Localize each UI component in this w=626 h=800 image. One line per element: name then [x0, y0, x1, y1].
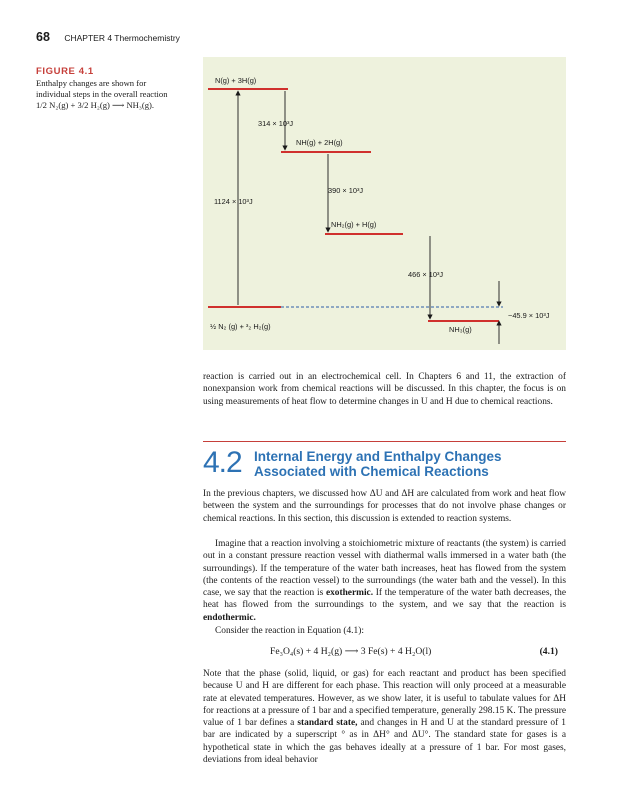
- level-product-label: NH₃(g): [449, 325, 472, 334]
- section-title: [254, 449, 574, 479]
- figure-caption: [36, 66, 196, 111]
- para5-text-c: and changes in H and U at the standard pressure of 1 bar are indicated by a superscript ° as in ΔH° and ΔU°. The standard state for gases is a hypothetical state in which the gas behaves ideally at a pressure of 1 bar. For most gases, deviations from ideal behavior: [203, 718, 566, 766]
- para3-text-a: Imagine that a reaction involving a stoichiometric mixture of reactants (the system) is carried out in a constant pressure reaction vessel with diathermal walls immersed in a water bath (the surroundings). If the temperature of the water bath increases, heat has flowed from the system (the contents of the reaction vessel) to the surroundings (the water bath and the vessel). In this case, we say that the reaction is: [203, 539, 566, 599]
- equation-text: Fe₃O₄(s) + 4 H₂(g) ⟶ 3 Fe(s) + 4 H₂O(l): [270, 646, 432, 657]
- page-header: [36, 28, 180, 46]
- label-459: −45.9 × 10³J: [508, 311, 550, 320]
- term-exothermic: exothermic.: [325, 588, 374, 599]
- caption-line-3: 1/2 N₂(g) + 3/2 H₂(g) ⟶ NH₃(g).: [36, 100, 155, 110]
- paragraph-exo-endo: [203, 538, 566, 624]
- figure-label: FIGURE 4.1: [36, 66, 94, 77]
- paragraph-consider: Consider the reaction in Equation (4.1):: [215, 626, 364, 636]
- page-number: 68: [36, 30, 50, 44]
- section-number: 4.2: [203, 446, 242, 479]
- chapter-title: CHAPTER 4 Thermochemistry: [64, 33, 180, 43]
- section-rule: [203, 441, 566, 442]
- section-title-line-2: Associated with Chemical Reactions: [254, 464, 489, 479]
- label-1124: 1124 × 10³J: [214, 197, 253, 206]
- level-top-label: N(g) + 3H(g): [215, 76, 257, 85]
- level-third-label: NH₂(g) + H(g): [331, 220, 377, 229]
- paragraph-section-intro: In the previous chapters, we discussed how ΔU and ΔH are calculated from work and heat flow between the system and the surroundings for processes that do not involve phase changes or chemical reactions. In this section, this discussion is extended to reaction systems.: [203, 489, 566, 524]
- paragraph-standard-state: [203, 668, 566, 766]
- term-standard-state: standard state,: [297, 718, 358, 729]
- para5-text-a: Note that the phase (solid, liquid, or gas) for each reactant and product has been specified because U and H are different for each phase. This reaction will only proceed at a measurable rate at elevated temperatures. However, as we show later, it is useful to tabulate values for ΔH for reactions at a pressure of 1 bar and a specified temperature, generally 298.15 K. The pressure value of 1 bar defines a: [203, 669, 566, 729]
- caption-line-1: Enthalpy changes are shown for: [36, 78, 147, 88]
- section-title-line-1: Internal Energy and Enthalpy Changes: [254, 449, 502, 464]
- label-314: 314 × 10³J: [258, 119, 294, 128]
- level-reactants-label: ½ N₂ (g) + ³₂ H₂(g): [210, 322, 271, 331]
- label-466: 466 × 10³J: [408, 270, 444, 279]
- caption-line-2: individual steps in the overall reaction: [36, 89, 168, 99]
- term-endothermic: endothermic.: [203, 612, 256, 623]
- enthalpy-diagram: [203, 57, 566, 350]
- para3-text-c: If the temperature of the water bath decreases, the heat has flowed from the surroundings to the system, and we say that the reaction is: [203, 588, 566, 611]
- paragraph-intro: reaction is carried out in an electrochemical cell. In Chapters 6 and 11, the extraction of nonexpansion work from chemical reactions will be discussed. In this chapter, the focus is on using measurements of heat flow to determine changes in U and H due to chemical reactions.: [203, 372, 566, 407]
- enthalpy-diagram-svg: [203, 57, 566, 350]
- equation-number: (4.1): [539, 646, 558, 657]
- level-second-label: NH(g) + 2H(g): [296, 138, 343, 147]
- label-390: 390 × 10³J: [328, 186, 364, 195]
